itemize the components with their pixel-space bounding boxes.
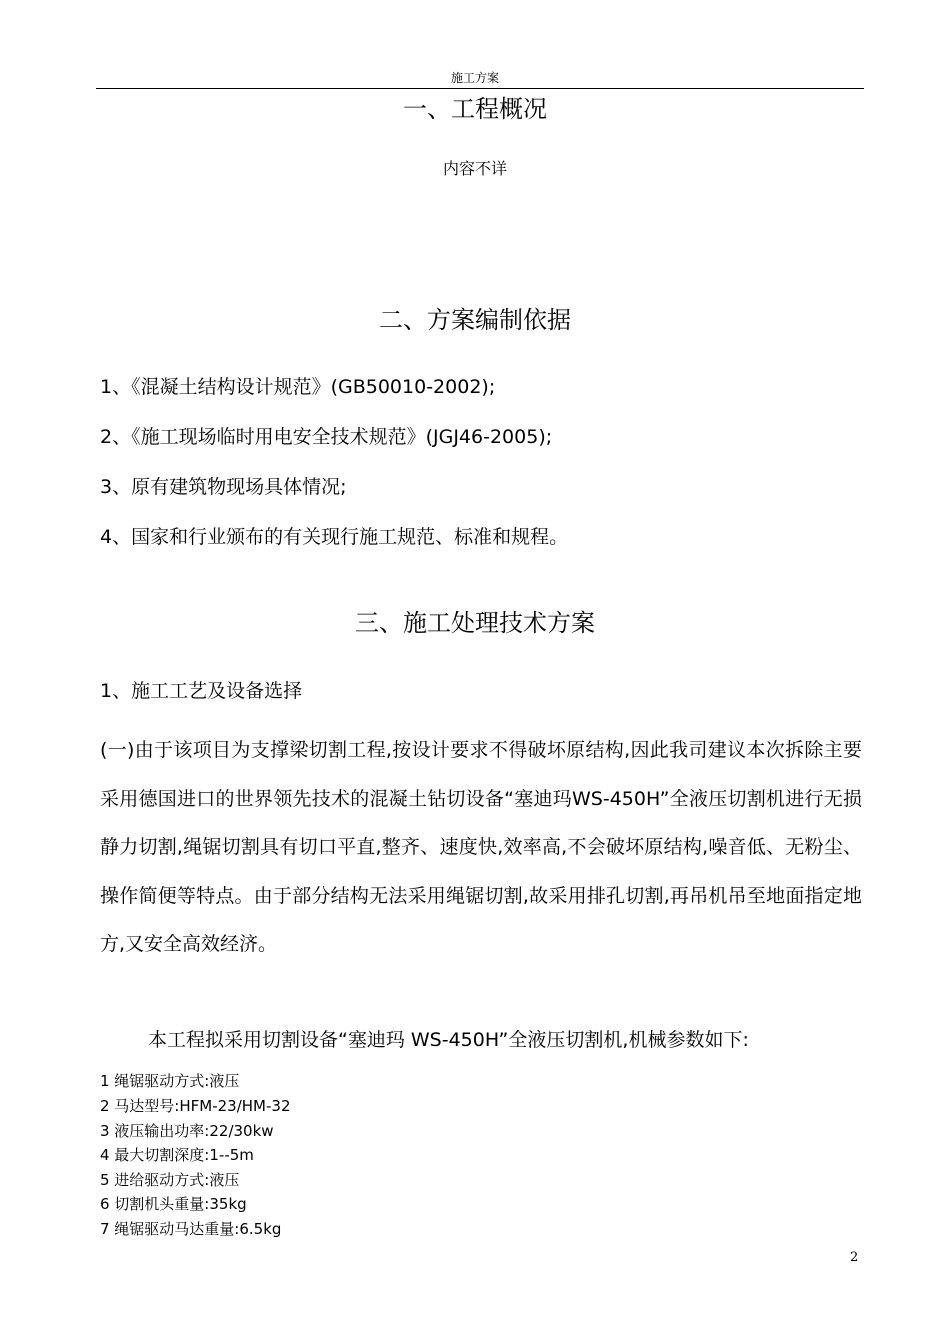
- equipment-param: 5 进给驱动方式:液压: [100, 1171, 240, 1189]
- section-3-paragraph: (一)由于该项目为支撑梁切割工程,按设计要求不得破坏原结构,因此我司建议本次拆除主要采用德国进口的世界领先技术的混凝土钻切设备“塞迪玛WS-450H”全液压切割机进行无损静力切割,绳锯切割具有切口平直,整齐、速度快,效率高,不会破坏原结构,噪音低、无粉尘、操作简便等特点。由于部分结构无法采用绳锯切割,故采用排孔切割,再吊机吊至地面指定地方,又安全高效经济。: [100, 739, 862, 955]
- equipment-param: 3 液压输出功率:22/30kw: [100, 1122, 274, 1140]
- equipment-param: 7 绳锯驱动马达重量:6.5kg: [100, 1220, 282, 1238]
- section-3-title: 三、施工处理技术方案: [355, 609, 595, 637]
- section-2-title: 二、方案编制依据: [379, 306, 571, 334]
- basis-item: 2、《施工现场临时用电安全技术规范》(JGJ46-2005);: [100, 426, 553, 448]
- equipment-param: 4 最大切割深度:1--5m: [100, 1146, 254, 1164]
- equipment-intro: 本工程拟采用切割设备“塞迪玛 WS-450H”全液压切割机,机械参数如下:: [148, 1029, 749, 1051]
- equipment-param: 2 马达型号:HFM-23/HM-32: [100, 1097, 291, 1115]
- basis-item: 4、国家和行业颁布的有关现行施工规范、标准和规程。: [100, 526, 569, 548]
- header-rule: [96, 88, 864, 89]
- basis-item: 1、《混凝土结构设计规范》(GB50010-2002);: [100, 376, 496, 398]
- section-1-body: 内容不详: [442, 159, 507, 178]
- section-1-title: 一、工程概况: [403, 95, 547, 123]
- page-number: 2: [850, 1250, 859, 1265]
- running-header: 施工方案: [450, 71, 499, 85]
- section-3-subheading: 1、施工工艺及设备选择: [100, 680, 303, 702]
- equipment-param: 1 绳锯驱动方式:液压: [100, 1072, 240, 1090]
- basis-item: 3、原有建筑物现场具体情况;: [100, 476, 347, 498]
- equipment-param: 6 切割机头重量:35kg: [100, 1195, 247, 1213]
